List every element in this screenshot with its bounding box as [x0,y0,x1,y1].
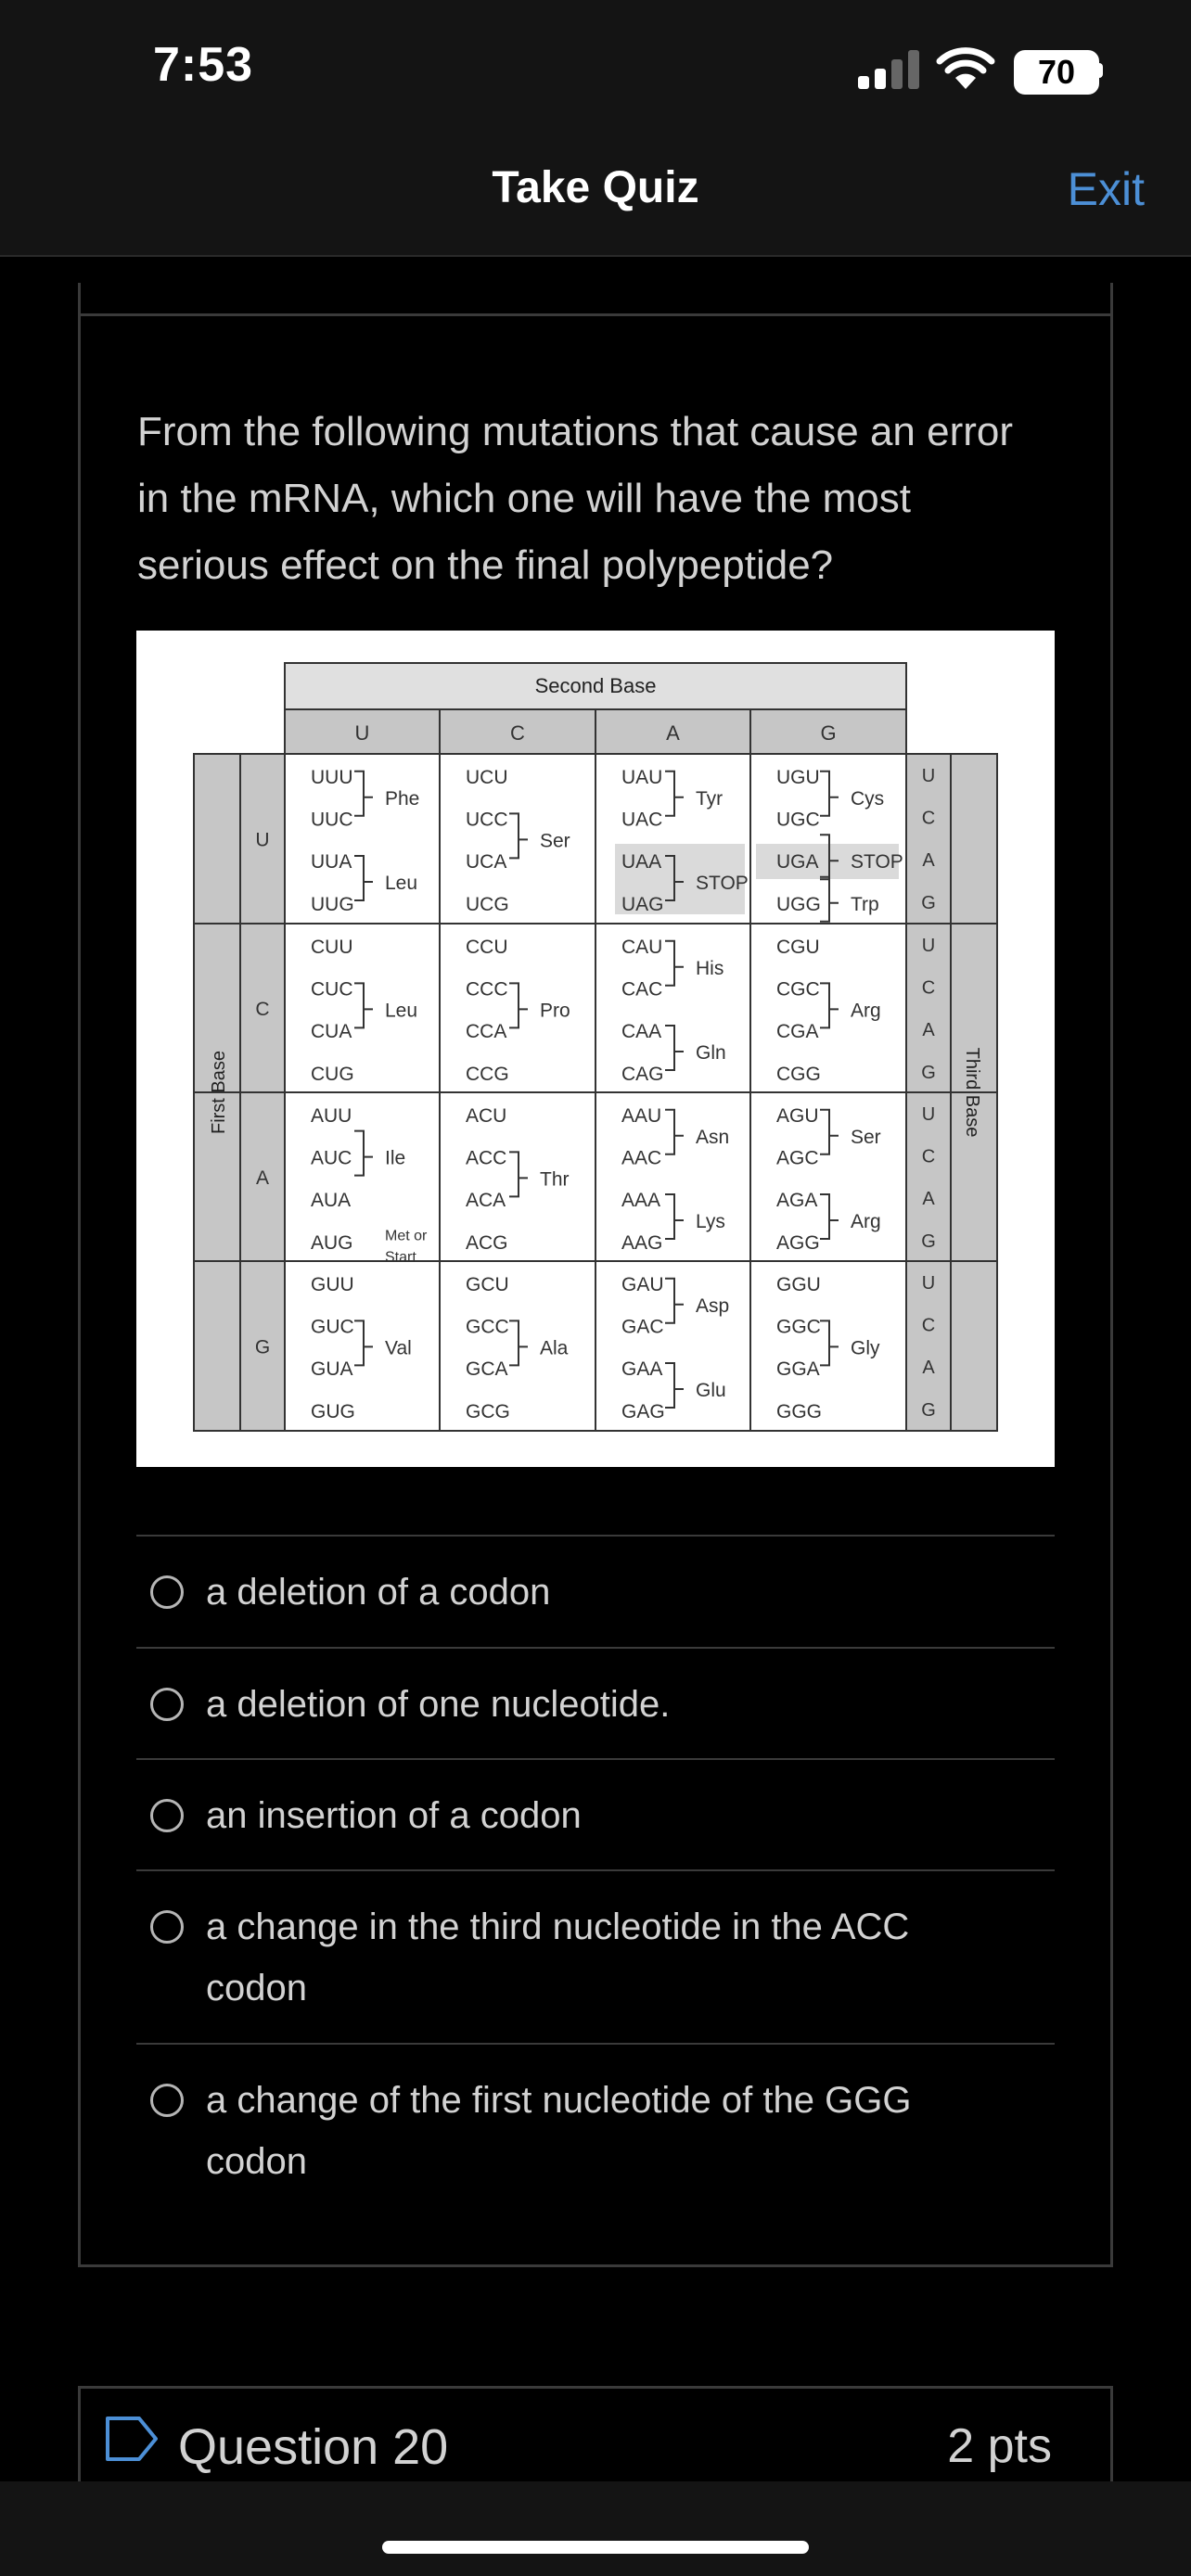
codon-label: UCG [466,893,509,915]
codon-label: GUA [311,1358,353,1381]
amino-acid-label: Ile [385,1147,406,1169]
third-base-letter: A [922,1358,935,1379]
radio-button[interactable] [150,1575,184,1609]
radio-button[interactable] [150,1688,184,1721]
codon-label: GCU [466,1274,509,1295]
codon-label: CAC [621,978,663,1001]
amino-acid-label: Leu [385,873,418,894]
codon-label: GAA [621,1358,663,1381]
amino-acid-label: Gly [851,1337,880,1359]
amino-acid-label: Pro [540,1000,570,1022]
codon-label: CGC [776,978,820,1001]
codon-label: UAA [621,851,662,874]
codon-label: GCC [466,1316,509,1338]
codon-label: GGG [776,1400,823,1422]
option-label: a deletion of a codon [206,1572,551,1613]
exit-button[interactable]: Exit [1067,163,1145,215]
answer-option[interactable] [136,1647,1055,1758]
second-base-letter: G [820,721,837,745]
third-base-letter: U [921,936,936,956]
codon-label: GGU [776,1274,821,1295]
codon-label: AUA [311,1190,352,1212]
codon-label: AGG [776,1231,820,1254]
codon-label: GCG [466,1400,510,1422]
third-base-letter: G [921,1062,936,1083]
codon-label: CUA [311,1021,352,1043]
codon-label: CUC [311,978,353,1001]
amino-acid-label: Val [385,1337,412,1359]
radio-button[interactable] [150,2084,184,2117]
amino-acid-label: Ala [540,1337,569,1359]
status-time: 7:53 [153,38,254,92]
first-base-letter: C [255,999,270,1020]
codon-label: UAC [621,809,663,831]
codon-label: GUU [311,1274,354,1295]
codon-label: UCC [466,809,508,831]
codon-label: UUG [311,893,354,915]
answer-option[interactable] [136,1535,1055,1647]
third-base-letter: C [921,977,936,999]
amino-acid-label: Thr [540,1168,570,1191]
option-label: a change of the first nucleotide of the GGG codon [206,2080,912,2182]
third-base-label: Third Base [962,1047,982,1138]
next-question-title: Question 20 [178,2419,449,2475]
codon-label: CAG [621,1063,664,1085]
amino-acid-label: Ser [851,1126,881,1148]
third-base-letter: C [921,1315,936,1336]
codon-label: AAG [621,1231,663,1254]
amino-acid-label: Leu [385,1000,418,1022]
second-base-label: Second Base [534,674,657,697]
codon-label: GGC [776,1316,821,1338]
amino-acid-label: Arg [851,1000,881,1022]
third-base-letter: C [921,808,936,829]
codon-label: AUU [311,1105,352,1127]
codon-label: AAC [621,1147,662,1169]
answer-option[interactable] [136,2043,1055,2216]
codon-label: AUC [311,1147,352,1169]
codon-label: CAA [621,1021,662,1043]
codon-label: CGA [776,1021,819,1043]
codon-label: ACA [466,1190,506,1212]
first-base-letter: G [254,1336,271,1358]
codon-label: GUG [311,1400,355,1422]
radio-button[interactable] [150,1799,184,1832]
bottom-bar [0,2481,1191,2576]
amino-acid-label: STOP [851,851,903,874]
third-base-letter: G [921,1231,936,1252]
amino-acid-label: Glu [696,1380,726,1401]
third-base-letter: A [922,1020,935,1041]
amino-acid-label: STOP [696,873,749,894]
answer-options [136,1535,1055,2216]
answer-option[interactable] [136,1869,1055,2043]
codon-label: CGU [776,937,820,958]
codon-label: GCA [466,1358,508,1381]
third-base-letter: C [921,1146,936,1167]
third-base-letter: G [921,892,936,913]
codon-label: AAA [621,1190,661,1212]
third-base-letter: U [921,1273,936,1294]
codon-label: AAU [621,1105,662,1127]
card-divider [78,313,1113,316]
amino-acid-label: Asp [696,1294,730,1317]
status-bar [0,0,1191,139]
codon-label: GUC [311,1316,354,1338]
amino-acid-label: Gln [696,1042,726,1064]
radio-button[interactable] [150,1910,184,1944]
third-base-letter: G [921,1399,936,1421]
second-base-letter: U [354,721,370,745]
third-base-letter: A [922,1189,935,1210]
answer-option[interactable] [136,1758,1055,1869]
amino-acid-label: Ser [540,830,570,852]
home-indicator[interactable] [382,2541,809,2554]
codon-label: UAG [621,893,664,915]
codon-label: AGU [776,1105,819,1127]
codon-label: AUG [311,1231,353,1254]
amino-acid-label: Met or [385,1228,428,1244]
codon-label: UCU [466,767,508,788]
codon-label: AGC [776,1147,819,1169]
codon-label: GAU [621,1274,664,1295]
codon-label: UUC [311,809,353,831]
codon-label: UUA [311,851,352,874]
amino-acid-label: Start [385,1249,416,1266]
amino-acid-label: Tyr [696,787,724,810]
option-label: a change in the third nucleotide in the ACC codon [206,1906,910,2009]
third-base-letter: U [921,1104,936,1125]
amino-acid-label: Phe [385,787,420,810]
codon-table-image [136,631,1055,1467]
second-base-letter: A [666,721,680,745]
third-base-letter: A [922,850,935,872]
codon-label: CCA [466,1021,507,1043]
option-label: an insertion of a codon [206,1795,582,1836]
first-base-letter: U [255,829,270,851]
cellular-signal-icon [858,50,921,89]
codon-label: CCU [466,937,508,958]
codon-label: UCA [466,851,507,874]
battery-icon: 70 [1014,50,1099,95]
codon-label: GAC [621,1316,664,1338]
codon-label: ACC [466,1147,507,1169]
codon-label: UGA [776,851,819,874]
first-base-letter: A [255,1167,270,1189]
codon-label: ACU [466,1105,507,1127]
codon-label: CUG [311,1063,354,1085]
codon-label: UUU [311,767,353,788]
codon-label: AGA [776,1190,818,1212]
codon-label: CUU [311,937,353,958]
battery-tip [1097,63,1103,78]
codon-label: UAU [621,767,663,788]
question-text: From the following mutations that cause an error in the mRNA, which one will have the most serious effect on the final polypeptide? [137,409,1014,588]
amino-acid-label: Cys [851,787,885,810]
next-question-points: 2 pts [947,2419,1052,2473]
amino-acid-label: His [696,957,724,979]
amino-acid-label: Trp [851,893,879,915]
codon-label: UGG [776,893,821,915]
codon-label: CGG [776,1063,821,1085]
codon-label: UGC [776,809,820,831]
amino-acid-label: Lys [696,1211,725,1232]
nav-bar [0,139,1191,257]
first-base-label: First Base [209,1050,229,1135]
flag-icon[interactable] [104,2415,160,2463]
codon-label: GGA [776,1358,820,1381]
codon-label: CCG [466,1063,509,1085]
codon-label: ACG [466,1231,508,1254]
page-title: Take Quiz [492,163,699,212]
wifi-icon [935,43,996,91]
second-base-letter: C [510,721,525,745]
codon-label: CAU [621,937,663,958]
codon-label: UGU [776,767,820,788]
codon-label: CCC [466,978,508,1001]
third-base-letter: U [921,766,936,786]
amino-acid-label: Arg [851,1211,881,1232]
amino-acid-label: Asn [696,1126,730,1148]
codon-label: GAG [621,1400,665,1422]
option-label: a deletion of one nucleotide. [206,1684,671,1725]
